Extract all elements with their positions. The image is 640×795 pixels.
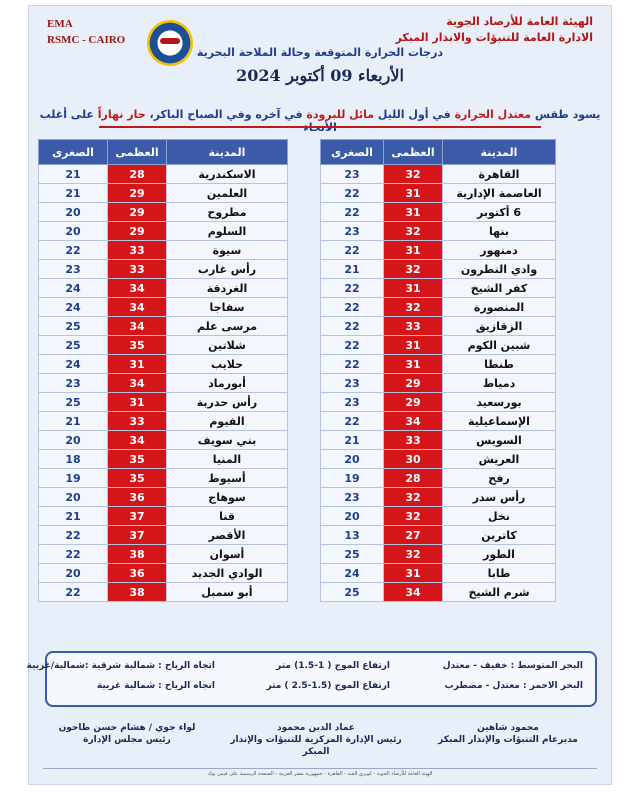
city-cell: القاهرة <box>443 165 556 184</box>
city-cell: 6 أكتوبر <box>443 203 556 222</box>
min-temp-cell: 20 <box>39 203 108 222</box>
table-row <box>321 374 556 393</box>
min-temp-cell: 22 <box>39 241 108 260</box>
table-row <box>321 317 556 336</box>
max-temp-cell: 32 <box>384 260 443 279</box>
min-temp-cell: 21 <box>39 412 108 431</box>
min-temp-cell: 20 <box>39 564 108 583</box>
city-cell: الأقصر <box>167 526 288 545</box>
max-temp-cell: 31 <box>384 279 443 298</box>
max-temp-cell: 32 <box>384 488 443 507</box>
city-cell: أسوان <box>167 545 288 564</box>
table-row <box>321 526 556 545</box>
table-row <box>39 355 288 374</box>
header-left-line2: RSMC - CAIRO <box>47 34 126 46</box>
table-row <box>321 393 556 412</box>
min-temp-cell: 13 <box>321 526 384 545</box>
min-temp-cell: 23 <box>39 374 108 393</box>
max-temp-cell: 33 <box>108 260 167 279</box>
city-cell: الفيوم <box>167 412 288 431</box>
table-row <box>39 241 288 260</box>
city-cell: بنها <box>443 222 556 241</box>
table-row <box>321 279 556 298</box>
city-cell: سوهاج <box>167 488 288 507</box>
max-temp-cell: 34 <box>108 431 167 450</box>
max-temp-cell: 31 <box>384 336 443 355</box>
max-temp-cell: 34 <box>384 583 443 602</box>
max-temp-cell: 34 <box>108 298 167 317</box>
table-row <box>39 583 288 602</box>
table-row <box>39 298 288 317</box>
min-temp-cell: 20 <box>321 507 384 526</box>
min-temp-cell: 22 <box>321 298 384 317</box>
header-right-line2: الادارة العامة للتنبؤات والانذار المبكر <box>395 31 593 44</box>
max-temp-cell: 35 <box>108 450 167 469</box>
temperature-table-right <box>320 139 556 602</box>
city-cell: طابا <box>443 564 556 583</box>
city-cell: بني سويف <box>167 431 288 450</box>
min-temp-cell: 24 <box>39 355 108 374</box>
city-cell: دمياط <box>443 374 556 393</box>
med-wave-height: ارتفاع الموج ( 1-1.5) متر <box>276 661 390 671</box>
footer-info: الهيئة العامة للأرصاد الجوية - كوبري القبة - القاهرة - جمهورية مصر العربية - الصفحة الرسمية على فيس بوك <box>43 768 597 777</box>
desc-highlight3: حار نهاراً <box>97 108 146 121</box>
min-temp-cell: 23 <box>321 374 384 393</box>
logo-emblem <box>160 38 180 44</box>
min-temp-cell: 22 <box>39 526 108 545</box>
city-cell: أسيوط <box>167 469 288 488</box>
city-cell: رأس غارب <box>167 260 288 279</box>
table-header-row <box>39 140 288 165</box>
max-temp-cell: 37 <box>108 526 167 545</box>
max-temp-cell: 33 <box>108 412 167 431</box>
min-temp-cell: 24 <box>39 298 108 317</box>
table-row <box>39 488 288 507</box>
min-temp-cell: 20 <box>39 222 108 241</box>
table-row <box>321 507 556 526</box>
table-row <box>321 203 556 222</box>
max-temp-cell: 31 <box>108 393 167 412</box>
header-right-line1: الهيئة العامة للأرصاد الجوية <box>446 15 593 28</box>
city-cell: وادي النطرون <box>443 260 556 279</box>
city-cell: الزقازيق <box>443 317 556 336</box>
table-row <box>39 336 288 355</box>
table-row <box>39 507 288 526</box>
city-column-header: المدينة <box>443 140 556 165</box>
city-cell: رأس سدر <box>443 488 556 507</box>
table-row <box>39 431 288 450</box>
weather-description <box>39 108 601 134</box>
table-row <box>39 260 288 279</box>
city-cell: الطور <box>443 545 556 564</box>
max-temp-cell: 29 <box>384 393 443 412</box>
min-temp-cell: 22 <box>321 241 384 260</box>
min-temp-cell: 23 <box>321 488 384 507</box>
signature-3 <box>47 722 207 746</box>
city-cell: حلايب <box>167 355 288 374</box>
table-row <box>39 393 288 412</box>
max-temp-cell: 35 <box>108 336 167 355</box>
med-sea-state: البحر المتوسط : خفيف - معتدل <box>442 661 583 671</box>
min-column-header: الصغرى <box>39 140 108 165</box>
city-cell: بورسعيد <box>443 393 556 412</box>
city-cell: الغردقة <box>167 279 288 298</box>
red-wave-height: ارتفاع الموج (1.5-2.5 ) متر <box>266 681 390 691</box>
table-body-left <box>39 165 288 602</box>
min-temp-cell: 18 <box>39 450 108 469</box>
min-temp-cell: 21 <box>39 507 108 526</box>
temperature-table-left <box>38 139 288 602</box>
max-temp-cell: 36 <box>108 564 167 583</box>
max-temp-cell: 32 <box>384 507 443 526</box>
min-temp-cell: 22 <box>321 203 384 222</box>
table-row <box>321 355 556 374</box>
table-header-row <box>321 140 556 165</box>
table-row <box>321 564 556 583</box>
signature-2 <box>221 722 411 758</box>
city-cell: العاصمة الإدارية <box>443 184 556 203</box>
sea-row-red <box>47 681 595 697</box>
table-body-right <box>321 165 556 602</box>
max-temp-cell: 34 <box>384 412 443 431</box>
max-temp-cell: 31 <box>384 203 443 222</box>
table-row <box>321 545 556 564</box>
max-temp-cell: 34 <box>108 317 167 336</box>
table-row <box>321 336 556 355</box>
table-row <box>39 545 288 564</box>
min-temp-cell: 22 <box>39 545 108 564</box>
desc-part4: على أغلب <box>39 108 94 121</box>
table-row <box>39 412 288 431</box>
city-cell: سيوة <box>167 241 288 260</box>
table-row <box>321 165 556 184</box>
min-column-header: الصغرى <box>321 140 384 165</box>
signature-2-name: عماد الدين محمود <box>277 723 355 733</box>
city-cell: شلاتين <box>167 336 288 355</box>
min-temp-cell: 20 <box>321 450 384 469</box>
max-temp-cell: 31 <box>384 241 443 260</box>
desc-part3: في آخره وفي الصباح الباكر، <box>145 108 307 121</box>
table-row <box>321 222 556 241</box>
max-temp-cell: 28 <box>108 165 167 184</box>
city-cell: دمنهور <box>443 241 556 260</box>
signature-1-title: مديرعام التنبؤات والإنذار المبكر <box>438 735 578 745</box>
min-temp-cell: 23 <box>321 165 384 184</box>
header-right <box>396 14 593 46</box>
max-temp-cell: 36 <box>108 488 167 507</box>
min-temp-cell: 22 <box>321 336 384 355</box>
city-cell: المنصورة <box>443 298 556 317</box>
city-cell: كاترين <box>443 526 556 545</box>
max-temp-cell: 29 <box>108 222 167 241</box>
subtitle: درجات الحرارة المتوقعة وحالة الملاحة البحرية <box>196 46 444 59</box>
min-temp-cell: 23 <box>321 393 384 412</box>
desc-part2: في أول الليل <box>374 108 455 121</box>
max-temp-cell: 27 <box>384 526 443 545</box>
min-temp-cell: 20 <box>39 431 108 450</box>
min-temp-cell: 21 <box>321 431 384 450</box>
min-temp-cell: 24 <box>321 564 384 583</box>
table-row <box>39 165 288 184</box>
red-wind-direction: اتجاه الرياح : شمالية غربية <box>96 681 215 691</box>
table-row <box>321 488 556 507</box>
table-row <box>321 298 556 317</box>
min-temp-cell: 21 <box>321 260 384 279</box>
city-cell: رأس حدربة <box>167 393 288 412</box>
city-cell: العلمين <box>167 184 288 203</box>
red-sea-state: البحر الاحمر : معتدل - مضطرب <box>444 681 583 691</box>
table-row <box>321 241 556 260</box>
city-cell: الوادي الجديد <box>167 564 288 583</box>
table-row <box>39 526 288 545</box>
city-cell: السلوم <box>167 222 288 241</box>
table-row <box>39 469 288 488</box>
min-temp-cell: 22 <box>321 355 384 374</box>
table-row <box>321 431 556 450</box>
table-row <box>321 450 556 469</box>
max-temp-cell: 31 <box>384 184 443 203</box>
city-cell: العريش <box>443 450 556 469</box>
min-temp-cell: 22 <box>321 184 384 203</box>
max-temp-cell: 38 <box>108 583 167 602</box>
city-cell: أبو سمبل <box>167 583 288 602</box>
min-temp-cell: 22 <box>39 583 108 602</box>
min-temp-cell: 23 <box>321 222 384 241</box>
city-cell: شبين الكوم <box>443 336 556 355</box>
max-temp-cell: 30 <box>384 450 443 469</box>
signature-1 <box>423 722 593 746</box>
signature-2-title: رئيس الإدارة المركزية للتنبؤات والإنذار المبكر <box>230 735 402 757</box>
table-row <box>39 450 288 469</box>
max-temp-cell: 37 <box>108 507 167 526</box>
min-temp-cell: 25 <box>39 393 108 412</box>
max-temp-cell: 32 <box>384 165 443 184</box>
max-temp-cell: 34 <box>108 279 167 298</box>
table-row <box>321 469 556 488</box>
max-temp-cell: 35 <box>108 469 167 488</box>
table-row <box>39 203 288 222</box>
city-cell: شرم الشيخ <box>443 583 556 602</box>
max-temp-cell: 38 <box>108 545 167 564</box>
min-temp-cell: 22 <box>321 279 384 298</box>
header-left-line1: EMA <box>47 18 73 30</box>
min-temp-cell: 24 <box>39 279 108 298</box>
max-temp-cell: 32 <box>384 298 443 317</box>
table-row <box>321 260 556 279</box>
desc-highlight1: معتدل الحرارة <box>454 108 532 121</box>
max-temp-cell: 31 <box>384 355 443 374</box>
table-row <box>39 374 288 393</box>
max-temp-cell: 28 <box>384 469 443 488</box>
max-temp-cell: 33 <box>384 431 443 450</box>
table-row <box>39 317 288 336</box>
city-cell: كفر الشيخ <box>443 279 556 298</box>
city-cell: نخل <box>443 507 556 526</box>
min-temp-cell: 21 <box>39 184 108 203</box>
max-temp-cell: 29 <box>108 184 167 203</box>
city-cell: رفح <box>443 469 556 488</box>
min-temp-cell: 25 <box>39 317 108 336</box>
city-cell: المنيا <box>167 450 288 469</box>
max-temp-cell: 31 <box>108 355 167 374</box>
min-temp-cell: 21 <box>39 165 108 184</box>
ema-logo <box>147 20 193 66</box>
max-temp-cell: 33 <box>108 241 167 260</box>
desc-part1: يسود طقس <box>531 108 601 121</box>
city-cell: سفاجا <box>167 298 288 317</box>
max-temp-cell: 34 <box>108 374 167 393</box>
city-cell: السويس <box>443 431 556 450</box>
forecast-date: الأربعاء 09 أكتوبر 2024 <box>236 66 404 85</box>
max-column-header: العظمى <box>384 140 443 165</box>
max-column-header: العظمى <box>108 140 167 165</box>
signature-3-name: لواء جوي / هشام حسن طاحون <box>58 723 196 733</box>
table-row <box>321 412 556 431</box>
table-row <box>39 279 288 298</box>
table-row <box>321 184 556 203</box>
min-temp-cell: 23 <box>39 260 108 279</box>
table-row <box>39 222 288 241</box>
city-cell: قنا <box>167 507 288 526</box>
table-row <box>39 184 288 203</box>
max-temp-cell: 32 <box>384 222 443 241</box>
max-temp-cell: 29 <box>384 374 443 393</box>
city-cell: الاسكندرية <box>167 165 288 184</box>
min-temp-cell: 19 <box>39 469 108 488</box>
header-left <box>47 16 125 48</box>
city-column-header: المدينة <box>167 140 288 165</box>
city-cell: أبورماد <box>167 374 288 393</box>
desc-highlight2: مائل للبرودة <box>306 108 375 121</box>
min-temp-cell: 25 <box>39 336 108 355</box>
min-temp-cell: 22 <box>321 412 384 431</box>
city-cell: الإسماعيلية <box>443 412 556 431</box>
max-temp-cell: 29 <box>108 203 167 222</box>
signature-3-title: رئيس مجلس الإدارة <box>83 735 171 745</box>
max-temp-cell: 31 <box>384 564 443 583</box>
min-temp-cell: 25 <box>321 545 384 564</box>
max-temp-cell: 33 <box>384 317 443 336</box>
city-cell: طنطا <box>443 355 556 374</box>
min-temp-cell: 22 <box>321 317 384 336</box>
min-temp-cell: 19 <box>321 469 384 488</box>
min-temp-cell: 20 <box>39 488 108 507</box>
city-cell: مطروح <box>167 203 288 222</box>
max-temp-cell: 32 <box>384 545 443 564</box>
med-wind-direction: اتجاه الرياح : شمالية شرقية :شمالية/غربية <box>26 661 215 671</box>
table-row <box>39 564 288 583</box>
city-cell: مرسى علم <box>167 317 288 336</box>
description-underline <box>99 126 541 128</box>
sea-row-mediterranean <box>26 661 595 677</box>
min-temp-cell: 25 <box>321 583 384 602</box>
table-row <box>321 583 556 602</box>
sea-conditions-box <box>26 651 597 707</box>
signature-1-name: محمود شاهين <box>477 723 539 733</box>
